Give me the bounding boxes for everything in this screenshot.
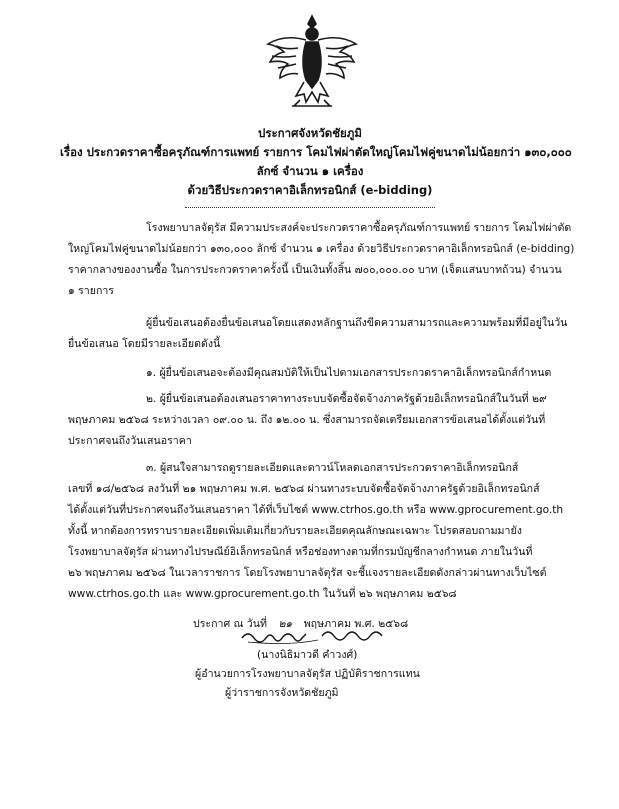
item-2-line-3: ประกาศจนถึงวันเสนอราคา: [68, 435, 192, 447]
item-3-line-4: ทั้งนี้ หากต้องการทราบรายละเอียดเพิ่มเติมเกี่ยวกับรายละเอียดคุณลักษณะเฉพาะ โปรดสอบถามมายัง: [68, 525, 522, 537]
intro-line-3: ราคากลางของงานซื้อ ในการประกวดราคาครั้งนี้ เป็นเงินทั้งสิ้น ๗๐๐,๐๐๐.๐๐ บาท (เจ็ดแสนบาทถ้วน) จำนวน: [68, 264, 562, 276]
signer-position-1: ผู้อำนวยการโรงพยาบาลจัตุรัส ปฏิบัติราชการแทน: [195, 668, 420, 680]
subject-line-2: ลักซ์ จำนวน ๑ เครื่อง: [256, 164, 364, 178]
item-3-line-6: ๒๖ พฤษภาคม ๒๕๖๘ ในเวลาราชการ โดยโรงพยาบาลจัตุรัส จะชี้แจงรายละเอียดดังกล่าวผ่านทางเว็บไซต์: [68, 567, 547, 579]
qualify-line-2: ยื่นข้อเสนอ โดยมีรายละเอียดดังนี้: [68, 338, 221, 350]
item-2-line-1: ๒. ผู้ยื่นข้อเสนอต้องเสนอราคาทางระบบจัดซื้อจัดจ้างภาครัฐด้วยอิเล็กทรอนิกส์ในวันที่ ๒๙: [146, 393, 547, 405]
item-1: ๑. ผู้ยื่นข้อเสนอจะต้องมีคุณสมบัติให้เป็นไปตามเอกสารประกวดราคาอิเล็กทรอนิกส์กำหนด: [146, 367, 552, 379]
signer-name: (นางนิธิมาวดี คำวงศ์): [257, 649, 358, 661]
announce-day: ๒๑: [278, 618, 293, 630]
item-3-line-7: www.ctrhos.go.th และ www.gprocurement.go.th ในวันที่ ๒๖ พฤษภาคม ๒๕๖๘: [68, 588, 457, 600]
item-3-line-3: ได้ตั้งแต่วันที่ประกาศจนถึงวันเสนอราคา ได้ที่เว็บไซต์ www.ctrhos.go.th หรือ www.gprocurement.go.th: [68, 504, 564, 516]
handwritten-signature: [238, 626, 388, 648]
item-3-line-2: เลขที่ ๑๘/๒๕๖๘ ลงวันที่ ๒๑ พฤษภาคม พ.ศ. ๒๕๖๘ ผ่านทางระบบจัดซื้อจัดจ้างภาครัฐด้วยอิเล็กทรอนิกส์: [68, 483, 540, 495]
item-3-line-1: ๓. ผู้สนใจสามารถดูรายละเอียดและดาวน์โหลดเอกสารประกวดราคาอิเล็กทรอนิกส์: [146, 462, 519, 474]
qualify-line-1: ผู้ยื่นข้อเสนอต้องยื่นข้อเสนอโดยแสดงหลักฐานถึงขีดความสามารถและความพร้อมที่มีอยู่ในวัน: [146, 317, 568, 329]
announcement-title: ประกาศจังหวัดชัยภูมิ: [258, 126, 362, 140]
garuda-emblem-icon: [262, 12, 362, 110]
intro-line-4: ๑ รายการ: [68, 285, 114, 297]
intro-line-2: ใหญ่โคมไฟคู่ขนาดไม่น้อยกว่า ๑๓๐,๐๐๐ ลักซ์ จำนวน ๑ เครื่อง ด้วยวิธีประกวดราคาอิเล็กทรอนิกส์ (e-bidding): [68, 243, 575, 255]
subject-method: ด้วยวิธีประกวดราคาอิเล็กทรอนิกส์ (e-bidding): [187, 183, 433, 197]
item-3-line-5: โรงพยาบาลจัตุรัส ผ่านทางไปรษณีย์อิเล็กทรอนิกส์ หรือช่องทางตามที่กรมบัญชีกลางกำหนด ภายในวันที่: [68, 546, 533, 558]
subject-line: เรื่อง ประกวดราคาซื้อครุภัณฑ์การแพทย์ รายการ โคมไฟผ่าตัดใหญ่โคมไฟคู่ขนาดไม่น้อยกว่า ๑๓๐,๐๐๐: [60, 145, 572, 159]
signer-position-2: ผู้ว่าราชการจังหวัดชัยภูมิ: [225, 687, 339, 699]
item-2-line-2: พฤษภาคม ๒๕๖๘ ระหว่างเวลา ๐๙.๐๐ น. ถึง ๑๒.๐๐ น. ซึ่งสามารถจัดเตรียมเอกสารข้อเสนอได้ตั้งแต่วันที่: [68, 414, 546, 426]
announce-month-year: พฤษภาคม พ.ศ. ๒๕๖๘: [303, 618, 409, 630]
separator-dots: [185, 207, 435, 208]
intro-line-1: โรงพยาบาลจัตุรัส มีความประสงค์จะประกวดราคาซื้อครุภัณฑ์การแพทย์ รายการ โคมไฟผ่าตัด: [146, 222, 572, 234]
announce-prefix: ประกาศ ณ วันที่: [193, 618, 267, 630]
